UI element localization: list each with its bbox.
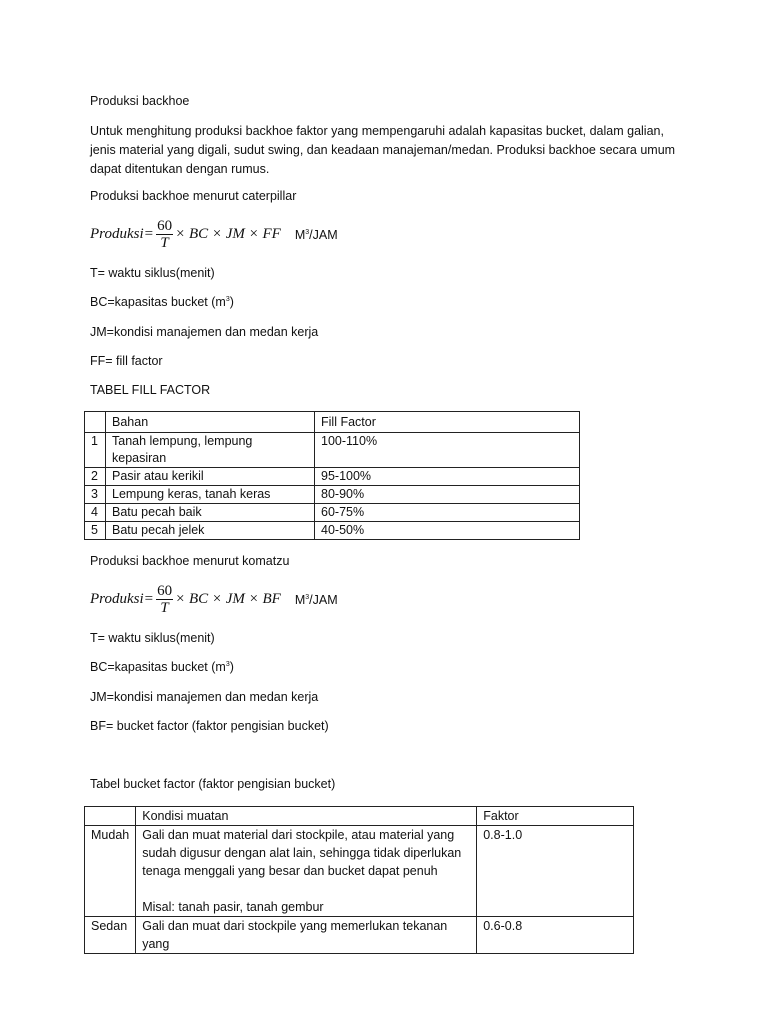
def-bc: BC=kapasitas bucket $(m^3)$ (90, 660, 234, 674)
fill-factor-table (84, 411, 580, 540)
kondisi-line: Gali dan muat material dari stockpile, atau material yang (142, 828, 455, 842)
formula-numerator: 60 (157, 218, 173, 234)
row-bahan: Lempung keras, tanah keras (106, 486, 315, 504)
def-jm: JM=kondisi manajemen dan medan kerja (90, 325, 319, 339)
table-row (85, 468, 580, 486)
row-number: 3 (85, 486, 106, 504)
row-fill-factor: 95-100% (315, 468, 580, 486)
def-bc: BC=kapasitas bucket $(m^3)$ (90, 295, 234, 309)
section2-title: Produksi backhoe menurut komatzu (90, 554, 290, 568)
kondisi-line: tenaga menggali yang besar dan bucket dapat penuh (142, 864, 438, 878)
intro-paragraph: Untuk menghitung produksi backhoe faktor yang mempengaruhi adalah kapasitas bucket, dalam galian, jenis material yang digali, sudut swing, dan keadaan manajeman/medan. Produksi backhoe secara umum dapat ditentukan dengan rumus. (90, 124, 676, 176)
formula-unit: $M^3$/JAM (294, 592, 338, 607)
table-row (85, 504, 580, 522)
formula-fraction (156, 218, 173, 251)
formula-equals: = (144, 591, 154, 607)
kondisi-line (142, 880, 470, 898)
row-label: Sedan (85, 917, 136, 954)
formula-rhs: × BC × JM × FF (175, 226, 281, 242)
formula-lhs: Produksi (90, 591, 144, 607)
formula-denominator: T (160, 235, 169, 251)
row-bahan: Pasir atau kerikil (106, 468, 315, 486)
kondisi-line: Gali dan muat dari stockpile yang memerlukan tekanan yang (142, 919, 448, 951)
table-row (85, 522, 580, 540)
formula-lhs: Produksi (90, 226, 144, 242)
kondisi-line: sudah digusur dengan alat lain, sehingga tidak diperlukan (142, 846, 462, 860)
row-label: Mudah (85, 826, 136, 917)
row-number: 1 (85, 433, 106, 468)
row-fill-factor: 40-50% (315, 522, 580, 540)
formula-unit: $M^3$/JAM (294, 227, 338, 242)
row-number: 5 (85, 522, 106, 540)
bucket-factor-table-title: Tabel bucket factor (faktor pengisian bucket) (90, 777, 336, 791)
row-fill-factor: 60-75% (315, 504, 580, 522)
def-t: T= waktu siklus(menit) (90, 631, 215, 645)
row-number: 2 (85, 468, 106, 486)
table-row (85, 917, 634, 954)
header-cell: Fill Factor (315, 412, 580, 433)
header-cell: Faktor (477, 807, 634, 826)
table-header-row (85, 807, 634, 826)
table-row (85, 486, 580, 504)
kondisi-line: Misal: tanah pasir, tanah gembur (142, 900, 324, 914)
fill-factor-table-title: TABEL FILL FACTOR (90, 383, 211, 397)
row-kondisi (136, 826, 477, 917)
page-heading: Produksi backhoe (90, 94, 190, 108)
table-header-row (85, 412, 580, 433)
table-row (85, 826, 634, 917)
row-faktor: 0.6-0.8 (477, 917, 634, 954)
formula-equals: = (144, 226, 154, 242)
row-bahan: Batu pecah jelek (106, 522, 315, 540)
formula-fraction (156, 583, 173, 616)
def-ff: FF= fill factor (90, 354, 163, 368)
bucket-factor-table (84, 806, 634, 954)
row-faktor: 0.8-1.0 (477, 826, 634, 917)
row-fill-factor: 80-90% (315, 486, 580, 504)
row-kondisi (136, 917, 477, 954)
komatzu-formula (90, 583, 338, 616)
formula-rhs: × BC × JM × BF (175, 591, 281, 607)
table-row (85, 433, 580, 468)
section1-title: Produksi backhoe menurut caterpillar (90, 189, 297, 203)
row-number: 4 (85, 504, 106, 522)
row-bahan: Tanah lempung, lempung kepasiran (106, 433, 315, 468)
row-bahan: Batu pecah baik (106, 504, 315, 522)
row-fill-factor: 100-110% (315, 433, 580, 468)
header-cell: Bahan (106, 412, 315, 433)
def-bf: BF= bucket factor (faktor pengisian bucket) (90, 719, 329, 733)
header-cell (85, 807, 136, 826)
def-t: T= waktu siklus(menit) (90, 266, 215, 280)
header-cell: Kondisi muatan (136, 807, 477, 826)
formula-denominator: T (160, 600, 169, 616)
def-jm: JM=kondisi manajemen dan medan kerja (90, 690, 319, 704)
formula-numerator: 60 (157, 583, 173, 599)
header-cell (85, 412, 106, 433)
caterpillar-formula (90, 218, 338, 251)
